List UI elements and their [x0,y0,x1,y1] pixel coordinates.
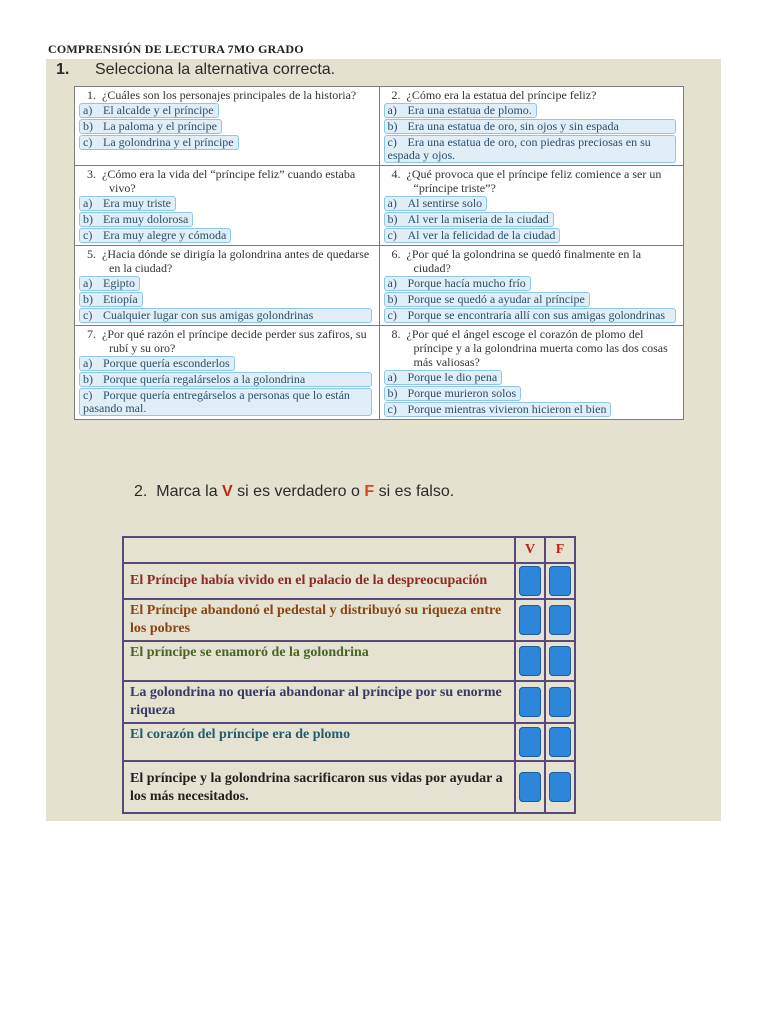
statement-3: El príncipe se enamoró de la golondrina [123,641,515,681]
statement-4: La golondrina no quería abandonar al príncipe por su enorme riqueza [123,681,515,723]
column-f-header: F [545,537,575,563]
option-3a[interactable]: a) Era muy triste [79,196,176,211]
statement-1: El Príncipe había vivido en el palacio de la despreocupación [123,563,515,599]
checkbox-v-5[interactable] [519,727,541,757]
option-5a[interactable]: a) Egipto [79,276,140,291]
option-1b[interactable]: b) La paloma y el príncipe [79,119,222,134]
checkbox-f-6[interactable] [549,772,571,802]
option-8a[interactable]: a) Porque le dio pena [384,370,503,385]
document-title: COMPRENSIÓN DE LECTURA 7MO GRADO [48,42,304,56]
question-6-text: 6. ¿Por qué la golondrina se quedó finalmente en la ciudad? [391,247,642,275]
question-cell [75,246,380,326]
checkbox-v-1[interactable] [519,566,541,596]
section2-heading: 2. Marca la V si es verdadero o F si es falso. [134,483,455,500]
option-2b[interactable]: b) Era una estatua de oro, sin ojos y sin espada [384,119,677,134]
option-2a[interactable]: a) Era una estatua de plomo. [384,103,537,118]
statement-2: El Príncipe abandonó el pedestal y distribuyó su riqueza entre los pobres [123,599,515,641]
question-4-text: 4. ¿Qué provoca que el príncipe feliz comience a ser un “príncipe triste”? [391,167,662,195]
checkbox-f-5[interactable] [549,727,571,757]
option-4a[interactable]: a) Al sentirse solo [384,196,488,211]
checkbox-v-4[interactable] [519,687,541,717]
question-cell [75,166,380,246]
worksheet-panel [46,59,721,821]
checkbox-f-1[interactable] [549,566,571,596]
question-3-text: 3. ¿Cómo era la vida del “príncipe feliz” cuando estaba vivo? [87,167,356,195]
question-2-text: 2. ¿Cómo era la estatua del príncipe feliz? [391,88,597,102]
option-3b[interactable]: b) Era muy dolorosa [79,212,193,227]
question-cell [75,326,380,420]
question-cell [379,166,684,246]
option-5c[interactable]: c) Cualquier lugar con sus amigas golondrinas [79,308,372,323]
option-7a[interactable]: a) Porque quería esconderlos [79,356,235,371]
option-7c[interactable]: c) Porque quería entregárselos a personas que lo están pasando mal. [79,388,372,416]
multiple-choice-table [74,86,684,420]
f-letter: F [364,483,375,500]
option-5b[interactable]: b) Etiopía [79,292,143,307]
question-7-text: 7. ¿Por qué razón el príncipe decide perder sus zafiros, su rubí y su oro? [87,327,367,355]
option-1a[interactable]: a) El alcalde y el príncipe [79,103,219,118]
question-cell [379,87,684,166]
column-v-header: V [515,537,545,563]
option-4b[interactable]: b) Al ver la miseria de la ciudad [384,212,554,227]
option-7b[interactable]: b) Porque quería regalárselos a la golondrina [79,372,372,387]
option-6c[interactable]: c) Porque se encontraría allí con sus amigas golondrinas [384,308,677,323]
v-letter: V [222,483,233,500]
option-8b[interactable]: b) Porque murieron solos [384,386,522,401]
option-4c[interactable]: c) Al ver la felicidad de la ciudad [384,228,561,243]
statement-5: El corazón del príncipe era de plomo [123,723,515,761]
checkbox-v-3[interactable] [519,646,541,676]
section1-instruction: Selecciona la alternativa correcta. [95,61,336,78]
option-6b[interactable]: b) Porque se quedó a ayudar al príncipe [384,292,590,307]
question-8-text: 8. ¿Por qué el ángel escoge el corazón de plomo del príncipe y a la golondrina muerta como las dos cosas más valiosas? [391,327,668,369]
true-false-table [122,536,576,814]
option-3c[interactable]: c) Era muy alegre y cómoda [79,228,231,243]
option-1c[interactable]: c) La golondrina y el príncipe [79,135,239,150]
question-cell [75,87,380,166]
section1-heading [56,61,335,79]
question-cell [379,326,684,420]
question-5-text: 5. ¿Hacia dónde se dirigía la golondrina antes de quedarse en la ciudad? [87,247,370,275]
question-1-text: 1. ¿Cuáles son los personajes principales de la historia? [87,88,357,102]
statement-6: El príncipe y la golondrina sacrificaron sus vidas por ayudar a los más necesitados. [123,761,515,813]
checkbox-f-3[interactable] [549,646,571,676]
checkbox-v-6[interactable] [519,772,541,802]
option-6a[interactable]: a) Porque hacía mucho frío [384,276,531,291]
checkbox-f-4[interactable] [549,687,571,717]
question-cell [379,246,684,326]
section1-number: 1. [56,61,70,78]
checkbox-f-2[interactable] [549,605,571,635]
option-2c[interactable]: c) Era una estatua de oro, con piedras preciosas en su espada y ojos. [384,135,677,163]
header-blank-cell [123,537,515,563]
section2-number: 2. [134,483,148,500]
checkbox-v-2[interactable] [519,605,541,635]
option-8c[interactable]: c) Porque mientras vivieron hicieron el bien [384,402,612,417]
